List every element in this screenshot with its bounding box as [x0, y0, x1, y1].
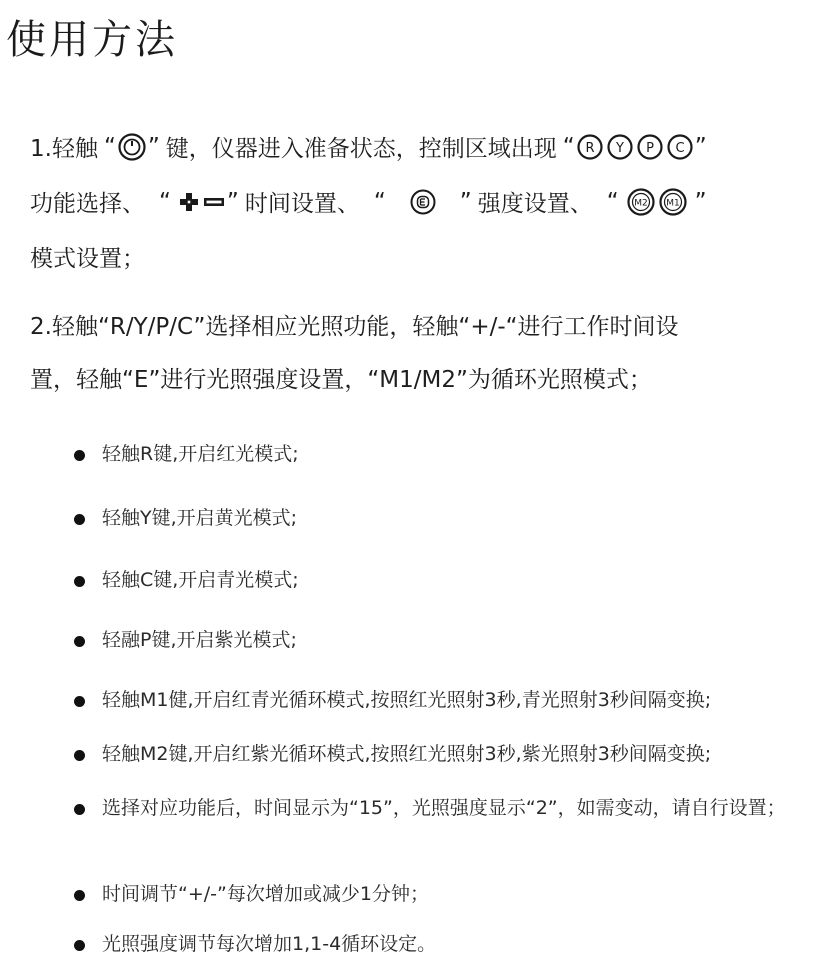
page-title: 使用方法	[6, 17, 178, 63]
power-icon	[118, 133, 146, 161]
list-item	[74, 628, 297, 656]
list-item	[74, 796, 792, 826]
list-item	[74, 688, 711, 716]
svg-text:R: R	[585, 140, 595, 156]
list-item-text: 选择对应功能后，时间显示为“15”，光照强度显示“2”，如需变动，请自行设置；	[102, 797, 786, 819]
svg-text:M2: M2	[633, 198, 648, 208]
step1-intensity-setting-text: 强度设置、	[477, 191, 593, 217]
list-item	[74, 742, 711, 770]
step2-line2: 置，轻触“E”进行光照强度设置，“M1/M2”为循环光照模式；	[30, 367, 652, 393]
bullet-dot-icon	[74, 636, 85, 647]
e-intensity-icon	[410, 189, 436, 215]
step1-line3: 模式设置；	[30, 246, 145, 272]
svg-text:Y: Y	[615, 140, 624, 156]
bullet-dot-icon	[74, 514, 85, 525]
svg-text:P: P	[645, 140, 654, 156]
list-item-text: 轻触M1健,开启红青光循环模式,按照红光照射3秒,青光照射3秒间隔变换;	[102, 689, 712, 711]
step1-key-text: 键，仪器进入准备状态，控制区域出现	[165, 136, 557, 162]
svg-text:C: C	[675, 140, 685, 156]
list-item-text: 轻触M2键,开启红紫光循环模式,按照红光照射3秒,紫光照射3秒间隔变换;	[102, 743, 712, 765]
list-item	[74, 442, 299, 470]
bullet-dot-icon	[74, 750, 85, 761]
list-item-text: 轻触Y键,开启黄光模式;	[102, 507, 298, 529]
list-item	[74, 568, 299, 596]
quote-close: ”	[147, 133, 160, 160]
step1-line2: 功能选择、 “ ” 时间设置、 “ ” 强度设置、 “ M2 M1 ”	[30, 185, 707, 218]
bullet-dot-icon	[74, 940, 85, 951]
step1-time-setting-text: 时间设置、	[244, 191, 360, 217]
bullet-dot-icon	[74, 450, 85, 461]
list-item-text: 光照强度调节每次增加1,1-4循环设定。	[102, 933, 437, 955]
list-item-text: 轻触C键,开启青光模式;	[102, 569, 299, 591]
bullet-dot-icon	[74, 890, 85, 901]
step1-function-select-text: 功能选择、	[30, 191, 145, 217]
r-function-icon	[577, 134, 603, 160]
c-function-icon	[667, 134, 693, 160]
bullet-dot-icon	[74, 696, 85, 707]
p-function-icon	[637, 134, 663, 160]
step2-line1: 2.轻触“R/Y/P/C”选择相应光照功能，轻触“+/-“进行工作时间设	[30, 314, 679, 340]
list-item	[74, 506, 297, 534]
step1-prefix: 1.轻触	[30, 136, 98, 162]
plus-icon	[179, 192, 199, 212]
m1-mode-icon	[659, 188, 687, 216]
quote-open: “	[103, 133, 116, 160]
list-item	[74, 882, 429, 910]
bullet-dot-icon	[74, 576, 85, 587]
step1-line1: 1.轻触 “ ” 键，仪器进入准备状态，控制区域出现 “ R Y P C ”	[30, 130, 707, 163]
list-item-text: 时间调节“+/-”每次增加或减少1分钟；	[102, 883, 429, 905]
svg-text:M1: M1	[665, 198, 680, 208]
list-item-text: 轻触R键,开启红光模式;	[102, 443, 299, 465]
m2-mode-icon	[627, 188, 655, 216]
bullet-dot-icon	[74, 804, 85, 815]
list-item	[74, 932, 436, 960]
list-item-text: 轻融P键,开启紫光模式;	[102, 629, 297, 651]
minus-icon	[203, 192, 225, 212]
y-function-icon	[607, 134, 633, 160]
